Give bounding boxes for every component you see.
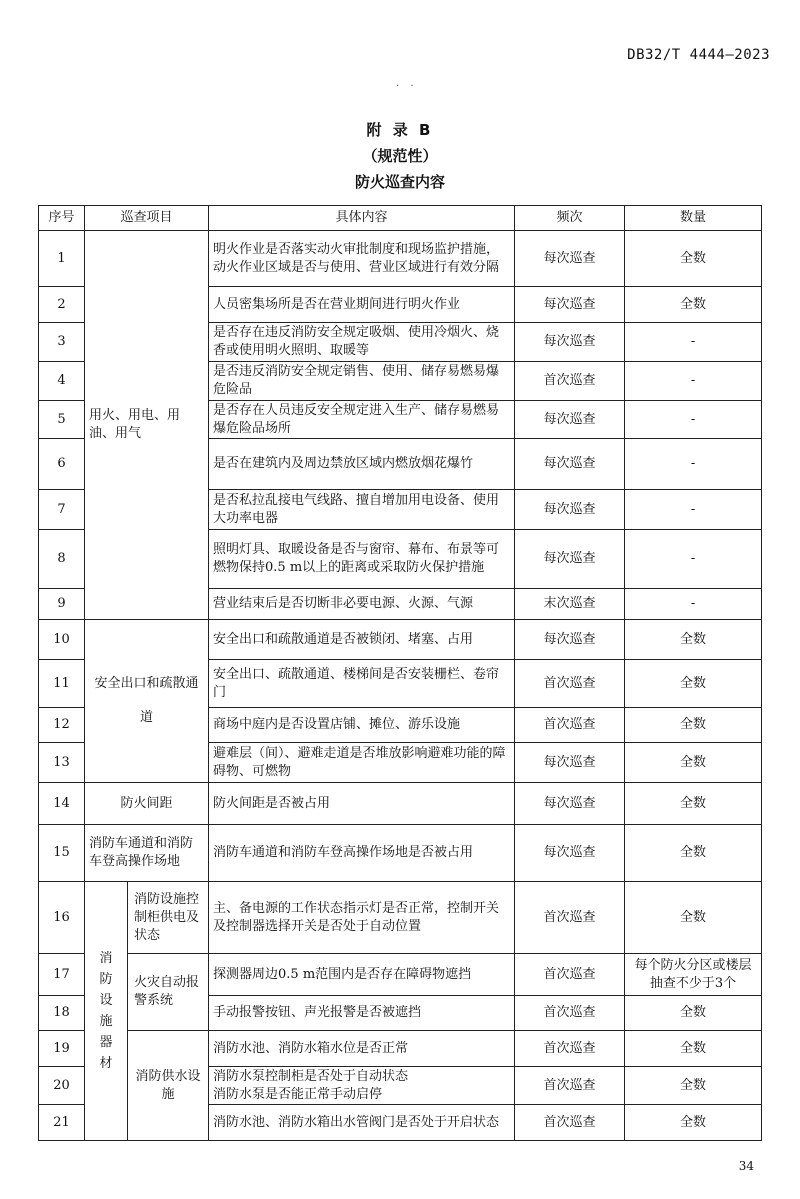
row-frequency: 首次巡查 (515, 1105, 625, 1141)
row-frequency: 每次巡查 (515, 439, 625, 490)
table-row (39, 231, 762, 287)
appendix-title: 附 录 B (366, 121, 434, 139)
row-quantity: 每个防火分区或楼层抽查不少于3个 (625, 954, 762, 996)
row-content: 探测器周边0.5 m范围内是否存在障碍物遮挡 (209, 954, 515, 996)
row-quantity: 全数 (625, 1031, 762, 1067)
row-number: 20 (39, 1067, 85, 1105)
row-number: 11 (39, 660, 85, 708)
row-quantity: 全数 (625, 620, 762, 660)
subcategory-fire-alarm: 火灾自动报警系统 (128, 954, 209, 1031)
row-number: 8 (39, 530, 85, 589)
row-quantity: 全数 (625, 1105, 762, 1141)
row-quantity: - (625, 589, 762, 620)
table-row (39, 1031, 762, 1067)
row-content: 是否存在违反消防安全规定吸烟、使用冷烟火、烧香或使用明火照明、取暖等 (209, 323, 515, 362)
row-content: 是否存在人员违反安全规定进入生产、储存易燃易爆危险品场所 (209, 401, 515, 439)
row-frequency: 首次巡查 (515, 996, 625, 1031)
row-content: 安全出口、疏散通道、楼梯间是否安装栅栏、卷帘门 (209, 660, 515, 708)
row-quantity: 全数 (625, 231, 762, 287)
row-quantity: - (625, 530, 762, 589)
row-frequency: 首次巡查 (515, 1031, 625, 1067)
row-number: 1 (39, 231, 85, 287)
row-number: 5 (39, 401, 85, 439)
column-header-content: 具体内容 (209, 206, 515, 231)
appendix-subtitle: 防火巡查内容 (354, 173, 445, 191)
row-frequency: 首次巡查 (515, 362, 625, 401)
row-quantity: - (625, 439, 762, 490)
row-quantity: - (625, 490, 762, 530)
column-header-item: 巡查项目 (85, 206, 209, 231)
row-number: 19 (39, 1031, 85, 1067)
row-content: 是否违反消防安全规定销售、使用、储存易燃易爆危险品 (209, 362, 515, 401)
row-quantity: 全数 (625, 996, 762, 1031)
row-frequency: 每次巡查 (515, 530, 625, 589)
row-content: 防火间距是否被占用 (209, 783, 515, 825)
row-quantity: 全数 (625, 783, 762, 825)
row-number: 7 (39, 490, 85, 530)
row-number: 3 (39, 323, 85, 362)
row-frequency: 首次巡查 (515, 708, 625, 743)
row-number: 6 (39, 439, 85, 490)
row-quantity: 全数 (625, 287, 762, 323)
row-frequency: 每次巡查 (515, 783, 625, 825)
row-content: 是否私拉乱接电气线路、擅自增加用电设备、使用大功率电器 (209, 490, 515, 530)
row-frequency: 每次巡查 (515, 620, 625, 660)
row-content: 消防水池、消防水箱水位是否正常 (209, 1031, 515, 1067)
column-header-frequency: 频次 (515, 206, 625, 231)
row-content: 商场中庭内是否设置店铺、摊位、游乐设施 (209, 708, 515, 743)
inspection-table (38, 205, 762, 1141)
row-number: 12 (39, 708, 85, 743)
table-row (39, 825, 762, 882)
category-spacing: 防火间距 (85, 783, 209, 825)
appendix-normative-label: （规范性） (362, 147, 438, 165)
row-frequency: 首次巡查 (515, 954, 625, 996)
row-number: 15 (39, 825, 85, 882)
row-frequency: 首次巡查 (515, 1067, 625, 1105)
row-frequency: 每次巡查 (515, 825, 625, 882)
row-quantity: 全数 (625, 708, 762, 743)
row-content: 消防车通道和消防车登高操作场地是否被占用 (209, 825, 515, 882)
row-content: 安全出口和疏散通道是否被锁闭、堵塞、占用 (209, 620, 515, 660)
row-frequency: 首次巡查 (515, 660, 625, 708)
subcategory-water-supply: 消防供水设施 (128, 1031, 209, 1141)
row-quantity: 全数 (625, 882, 762, 954)
row-content: 是否在建筑内及周边禁放区域内燃放烟花爆竹 (209, 439, 515, 490)
row-content: 消防水泵控制柜是否处于自动状态 消防水泵是否能正常手动启停 (209, 1067, 515, 1105)
row-number: 10 (39, 620, 85, 660)
row-quantity: 全数 (625, 743, 762, 783)
row-number: 16 (39, 882, 85, 954)
row-frequency: 每次巡查 (515, 323, 625, 362)
row-number: 9 (39, 589, 85, 620)
row-quantity: - (625, 401, 762, 439)
row-content: 手动报警按钮、声光报警是否被遮挡 (209, 996, 515, 1031)
row-quantity: - (625, 362, 762, 401)
column-header-no: 序号 (39, 206, 85, 231)
row-content: 消防水池、消防水箱出水管阀门是否处于开启状态 (209, 1105, 515, 1141)
category-vehicle-access: 消防车通道和消防车登高操作场地 (85, 825, 209, 882)
row-content: 营业结束后是否切断非必要电源、火源、气源 (209, 589, 515, 620)
table-row (39, 954, 762, 996)
table-row (39, 882, 762, 954)
row-frequency: 末次巡查 (515, 589, 625, 620)
row-frequency: 每次巡查 (515, 743, 625, 783)
category-fire-equipment (85, 882, 128, 1141)
document-code: DB32/T 4444—2023 (627, 47, 770, 63)
row-number: 17 (39, 954, 85, 996)
row-number: 18 (39, 996, 85, 1031)
row-number: 13 (39, 743, 85, 783)
row-content: 避难层（间）、避难走道是否堆放影响避难功能的障碍物、可燃物 (209, 743, 515, 783)
category-exits: 安全出口和疏散通道 (85, 620, 209, 783)
row-number: 14 (39, 783, 85, 825)
row-content: 明火作业是否落实动火审批制度和现场监护措施，动火作业区域是否与使用、营业区域进行有效分隔 (209, 231, 515, 287)
decorative-dots: . . (396, 78, 418, 89)
row-quantity: - (625, 323, 762, 362)
category-fire-equipment-label: 消防设施器材 (99, 951, 113, 1071)
row-quantity: 全数 (625, 660, 762, 708)
table-header-row (39, 206, 762, 231)
row-content: 照明灯具、取暖设备是否与窗帘、幕布、布景等可燃物保持0.5 m以上的距离或采取防火保护措施 (209, 530, 515, 589)
row-number: 21 (39, 1105, 85, 1141)
row-quantity: 全数 (625, 825, 762, 882)
row-frequency: 每次巡查 (515, 231, 625, 287)
row-frequency: 每次巡查 (515, 490, 625, 530)
row-content: 人员密集场所是否在营业期间进行明火作业 (209, 287, 515, 323)
table-row (39, 620, 762, 660)
row-number: 2 (39, 287, 85, 323)
column-header-quantity: 数量 (625, 206, 762, 231)
row-number: 4 (39, 362, 85, 401)
page-number: 34 (738, 1159, 754, 1173)
row-frequency: 每次巡查 (515, 287, 625, 323)
row-content: 主、备电源的工作状态指示灯是否正常，控制开关及控制器选择开关是否处于自动位置 (209, 882, 515, 954)
table-row (39, 783, 762, 825)
row-quantity: 全数 (625, 1067, 762, 1105)
row-frequency: 首次巡查 (515, 882, 625, 954)
row-frequency: 每次巡查 (515, 401, 625, 439)
subcategory-control-cabinet: 消防设施控制柜供电及状态 (128, 882, 209, 954)
category-fire-use: 用火、用电、用油、用气 (85, 231, 209, 620)
